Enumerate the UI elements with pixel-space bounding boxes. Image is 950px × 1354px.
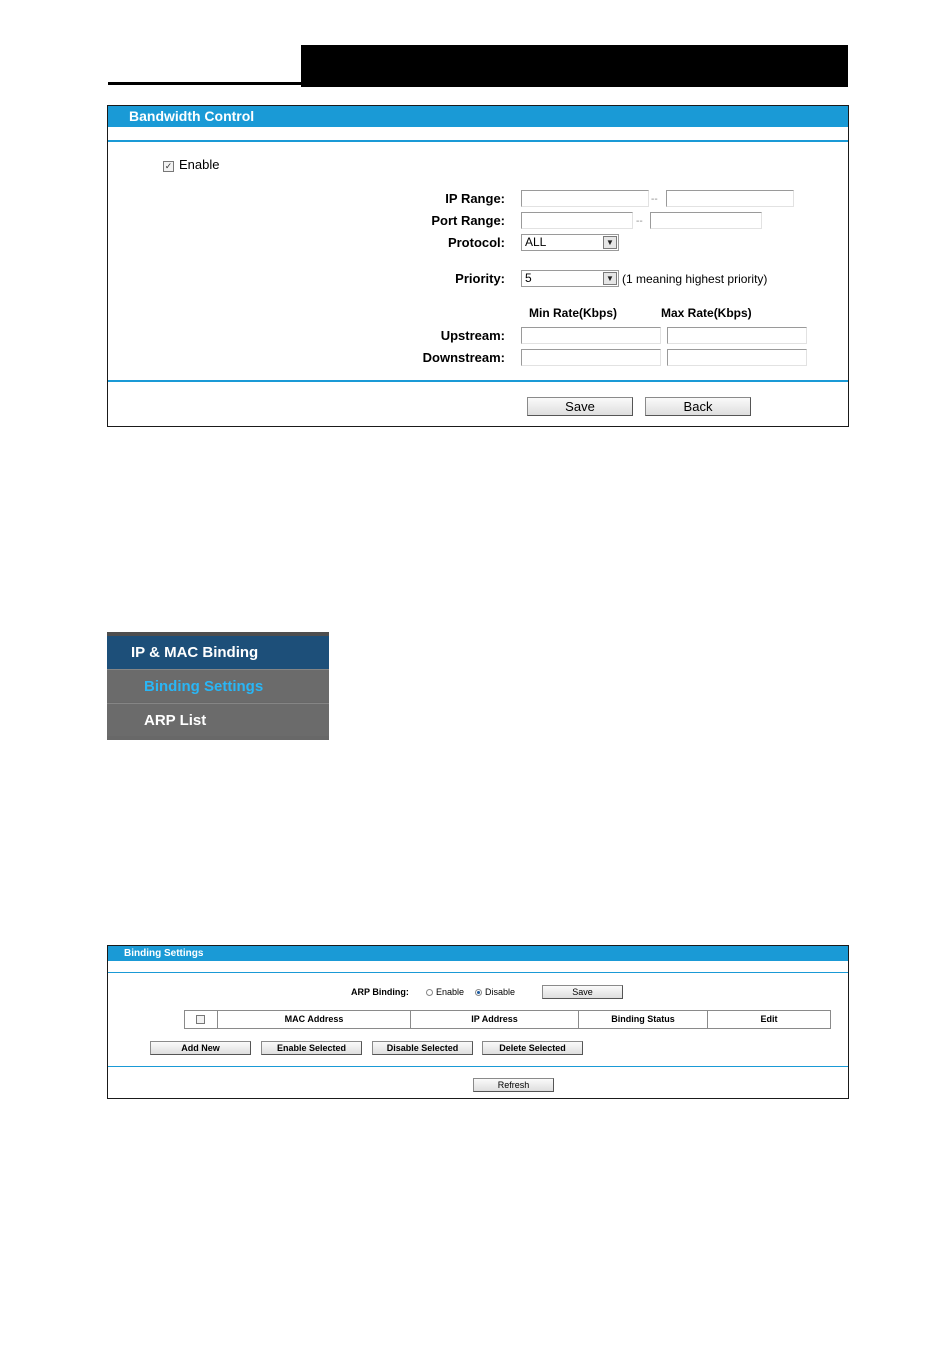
- arp-enable-option[interactable]: [426, 987, 464, 997]
- binding-table-header: [184, 1010, 831, 1029]
- arp-binding-label: ARP Binding:: [351, 987, 409, 997]
- ip-range-separator: --: [651, 194, 658, 205]
- column-ip-address: IP Address: [411, 1011, 579, 1028]
- refresh-button[interactable]: Refresh: [473, 1078, 554, 1092]
- chevron-down-icon: ▼: [603, 236, 617, 249]
- enable-label: Enable: [179, 157, 220, 172]
- downstream-max-input[interactable]: [667, 349, 807, 366]
- delete-selected-button[interactable]: Delete Selected: [482, 1041, 583, 1055]
- disable-selected-button[interactable]: Disable Selected: [372, 1041, 473, 1055]
- menu-ip-mac-binding[interactable]: IP & MAC Binding: [107, 636, 329, 669]
- protocol-value: ALL: [525, 235, 547, 249]
- binding-panel-title: Binding Settings: [108, 946, 848, 961]
- upstream-label: Upstream:: [440, 328, 505, 343]
- back-button[interactable]: Back: [645, 397, 751, 416]
- arp-disable-option[interactable]: [475, 987, 515, 997]
- protocol-label: Protocol:: [447, 235, 505, 250]
- upstream-max-input[interactable]: [667, 327, 807, 344]
- add-new-button[interactable]: Add New: [150, 1041, 251, 1055]
- select-all-cell: [185, 1011, 218, 1028]
- disable-radio[interactable]: [475, 989, 482, 996]
- menu-arp-list[interactable]: ARP List: [107, 703, 329, 736]
- priority-select[interactable]: [521, 270, 619, 287]
- enable-radio-label: Enable: [436, 987, 465, 997]
- column-edit: Edit: [760, 1014, 778, 1024]
- panel-divider-top: [108, 140, 848, 142]
- ip-range-end-input[interactable]: [666, 190, 794, 207]
- header-bar: [301, 45, 848, 87]
- disable-radio-label: Disable: [485, 987, 516, 997]
- enable-checkbox[interactable]: ✓: [164, 161, 173, 171]
- downstream-label: Downstream:: [422, 350, 505, 365]
- select-all-checkbox[interactable]: [196, 1015, 205, 1024]
- ip-range-label: IP Range:: [445, 191, 505, 206]
- bandwidth-control-panel: [107, 105, 849, 427]
- binding-divider-top: [108, 972, 848, 973]
- header-rule: [108, 82, 301, 85]
- enable-radio[interactable]: [426, 989, 433, 996]
- arp-save-button[interactable]: Save: [542, 985, 623, 999]
- port-range-start-input[interactable]: [521, 212, 633, 229]
- priority-label: Priority:: [455, 271, 505, 286]
- protocol-select[interactable]: [521, 234, 619, 251]
- max-rate-header: Max Rate(Kbps): [661, 306, 752, 320]
- column-mac-address: MAC Address: [218, 1011, 411, 1028]
- side-menu: [107, 632, 329, 740]
- upstream-min-input[interactable]: [521, 327, 661, 344]
- downstream-min-input[interactable]: [521, 349, 661, 366]
- port-range-end-input[interactable]: [650, 212, 762, 229]
- port-range-label: Port Range:: [431, 213, 505, 228]
- panel-title: Bandwidth Control: [108, 106, 848, 127]
- port-range-separator: --: [636, 216, 643, 227]
- menu-binding-settings[interactable]: Binding Settings: [107, 669, 329, 702]
- save-button[interactable]: Save: [527, 397, 633, 416]
- panel-divider-bottom: [108, 380, 848, 382]
- priority-value: 5: [525, 271, 532, 285]
- ip-range-start-input[interactable]: [521, 190, 649, 207]
- binding-divider-bottom: [108, 1066, 848, 1067]
- enable-selected-button[interactable]: Enable Selected: [261, 1041, 362, 1055]
- column-binding-status: Binding Status: [579, 1011, 708, 1028]
- min-rate-header: Min Rate(Kbps): [529, 306, 617, 320]
- priority-hint: (1 meaning highest priority): [622, 272, 768, 286]
- chevron-down-icon: ▼: [603, 272, 617, 285]
